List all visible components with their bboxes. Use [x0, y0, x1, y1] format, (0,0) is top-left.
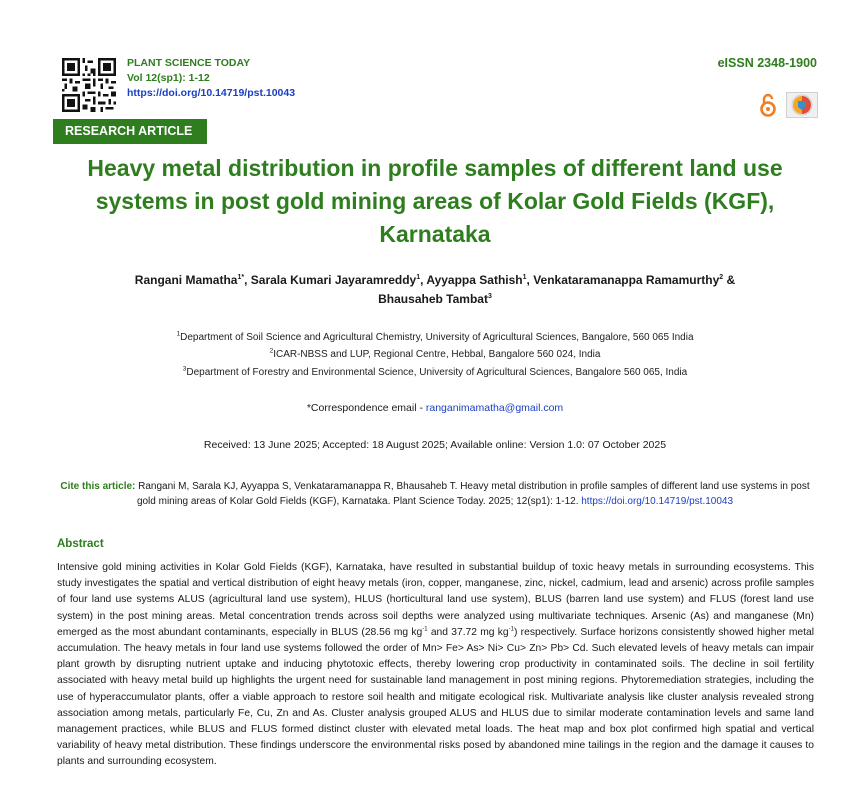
author-name: Ayyappa Sathish: [426, 273, 523, 287]
author-name: Sarala Kumari Jayaramreddy: [250, 273, 417, 287]
author-affiliation-mark: 2: [719, 274, 724, 281]
citation-label: Cite this article:: [60, 481, 136, 492]
eissn: eISSN 2348-1900: [717, 56, 817, 70]
author-affiliation-mark: 1: [522, 274, 527, 281]
open-access-icon[interactable]: [758, 92, 778, 118]
author-affiliation-mark: 1*: [237, 274, 245, 281]
crossmark-icon[interactable]: [786, 92, 818, 118]
author-affiliation-mark: 3: [487, 293, 492, 300]
affiliation-text: Department of Soil Science and Agricultural Chemistry, University of Agricultural Sciences, Bangalore, 560 065 India: [180, 332, 694, 343]
citation-doi-link[interactable]: https://doi.org/10.14719/pst.10043: [581, 496, 734, 507]
author-affiliation-mark: 1: [416, 274, 421, 281]
author-name: Venkataramanappa Ramamurthy: [533, 273, 720, 287]
citation-block: [53, 479, 817, 509]
publication-dates: Received: 13 June 2025; Accepted: 18 August 2025; Available online: Version 1.0: 07 October 2025: [203, 439, 667, 451]
abstract-heading: Abstract: [57, 538, 104, 550]
article-type-badge: RESEARCH ARTICLE: [53, 119, 207, 144]
journal-name: PLANT SCIENCE TODAY: [127, 57, 251, 69]
affiliation-mark: 3: [182, 365, 187, 373]
journal-doi-link[interactable]: https://doi.org/10.14719/pst.10043: [127, 87, 296, 99]
abstract-segment: and 37.72 mg kg: [427, 626, 509, 638]
abstract-segment: Intensive gold mining activities in Kolar Gold Fields (KGF), Karnataka, have resulted in substantial buildup of toxic heavy metals in surrounding ecosystems. This study investigates the spatial and vertical distribution of eight heavy metals (iron, copper, manganese, zinc, nickel, cadmium, lead and arsenic) across profile samples of four land use systems ALUS (agricultural land use system), HLUS (horticultural land use system), BLUS (barren land use system) and FLUS (forest land use system) in the post mining areas. Metal concentration trends across soil depths were analyzed using multivariate techniques. Arsenic (As) and manganese (Mn) emerged as the most abundant contaminants, especially in BLUS (28.56 mg kg: [57, 562, 814, 638]
author-name: Rangani Mamatha: [134, 273, 238, 287]
unit-superscript: -1: [422, 626, 428, 633]
affiliation-text: Department of Forestry and Environmental Science, University of Agricultural Sciences, Bangalore 560 065, India: [186, 367, 688, 378]
affiliation-text: ICAR-NBSS and LUP, Regional Centre, Hebbal, Bangalore 560 024, India: [273, 349, 601, 360]
correspondence-email-link[interactable]: ranganimamatha@gmail.com: [425, 402, 564, 414]
correspondence: [53, 402, 817, 414]
correspondence-label: *Correspondence email -: [306, 402, 426, 414]
affiliation-mark: 1: [176, 330, 181, 338]
abstract-segment: ) respectively. Surface horizons consistently showed higher metal accumulation. The heavy metals in four land use systems followed the order of Mn> Fe> As> Ni> Cu> Zn> Pb> Cd. Such elevated levels of heavy metals can impair plant growth by disrupting nutrient uptake and inducing phytotoxic effects, thereby lowering crop productivity in contaminated soils. The decline in soil fertility associated with heavy metal build up highlights the urgent need for sustainable land management in post mining regions. Phytoremediation strategies, including the use of hyperaccumulator plants, offer a viable approach to restore soil health and mitigate ecological risk. Multivariate analysis like cluster analysis revealed strong association among metals, particularly Fe, Cu, Zn and As. Cluster analysis grouped ALUS and HLUS due to similar moderate contamination levels and same land management practices, while BLUS and FLUS formed distinct cluster with elevated metal loads. The heat map and box plot confirmed high spatial and vertical variability of heavy metal distribution. These findings underscore the environmental risks posed by abandoned mine tailings in the region and the damage it causes to plants and surrounding ecosystem.: [57, 626, 815, 768]
author-separator: ,: [244, 273, 251, 287]
affiliation-mark: 2: [269, 347, 274, 355]
qr-code-icon: [62, 58, 116, 112]
affiliation: [53, 349, 817, 360]
abstract-text: [57, 560, 814, 771]
journal-volume: Vol 12(sp1): 1-12: [127, 72, 210, 84]
article-title: Heavy metal distribution in profile samples of different land use systems in post gold mining areas of Kolar Gold Fields (KGF), Karnataka: [87, 155, 783, 247]
unit-superscript: -1: [508, 626, 514, 633]
author-list: [53, 271, 817, 309]
author-separator: ,: [420, 273, 427, 287]
affiliation: [53, 332, 817, 343]
author-name: Bhausaheb Tambat: [378, 292, 488, 306]
author-separator: ,: [526, 273, 534, 287]
citation-text: Rangani M, Sarala KJ, Ayyappa S, Venkataramanappa R, Bhausaheb T. Heavy metal distribution in profile samples of different land use systems in post gold mining areas of Kolar Gold Fields (KGF), Karnataka. Plant Science Today. 2025; 12(sp1): 1-12.: [135, 481, 810, 507]
affiliation: [53, 367, 817, 378]
journal-info: [127, 56, 295, 101]
author-separator: &: [723, 273, 736, 287]
